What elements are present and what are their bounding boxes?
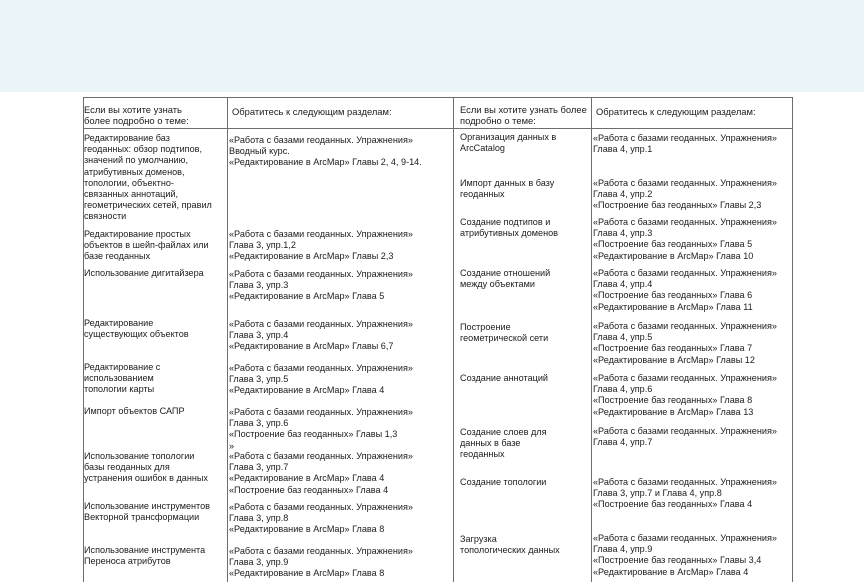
right-row-topic: Создание отношений между объектами <box>460 268 551 290</box>
right-row-refs: «Работа с базами геоданных. Упражнения» Глава 4, упр.5 «Построение баз геоданных» Глава 7 «Редактирование в ArcMap» Главы 12 <box>593 321 777 365</box>
left-row-topic: Использование топологии базы геоданных для устранения ошибок в данных <box>84 451 208 484</box>
right-row-topic: Организация данных в ArcCatalog <box>460 132 557 154</box>
table-border-right <box>792 97 793 582</box>
left-row-topic: Импорт объектов САПР <box>84 406 185 416</box>
left-row-topic: Использование инструментов Векторной трансформации <box>84 501 211 523</box>
header-right-refs: Обратитесь к следующим разделам: <box>596 106 756 117</box>
column-divider-3 <box>591 97 592 582</box>
left-row-topic: Редактирование с использованием топологии карты <box>84 362 161 395</box>
right-row-topic: Построение геометрической сети <box>460 322 549 344</box>
left-row-topic: Использование дигитайзера <box>84 268 204 278</box>
column-divider-2 <box>453 97 454 582</box>
left-row-refs: «Работа с базами геоданных. Упражнения» Глава 3, упр.9 «Редактирование в ArcMap» Глава 8 <box>229 546 413 579</box>
left-row-refs: «Работа с базами геоданных. Упражнения» Вводный курс. «Редактирование в ArcMap» Главы 2, 4, 9-14. <box>229 135 422 168</box>
right-row-refs: «Работа с базами геоданных. Упражнения» Глава 4, упр.2 «Построение баз геоданных» Главы 2,3 <box>593 178 777 211</box>
right-row-topic: Создание топологии <box>460 477 547 487</box>
header-left-topic: Если вы хотите узнать более подробно о теме: <box>84 104 189 127</box>
header-left-refs: Обратитесь к следующим разделам: <box>232 106 392 117</box>
top-color-band <box>0 0 864 92</box>
right-row-refs: «Работа с базами геоданных. Упражнения» Глава 4, упр.1 <box>593 133 777 155</box>
left-row-refs: «Работа с базами геоданных. Упражнения» Глава 3, упр.1,2 «Редактирование в ArcMap» Главы 2,3 <box>229 229 413 262</box>
left-row-refs: «Работа с базами геоданных. Упражнения» Глава 3, упр.7 «Редактирование в ArcMap» Глава 4 «Построение баз геоданных» Глава 4 <box>229 451 413 495</box>
right-row-refs: «Работа с базами геоданных. Упражнения» Глава 4, упр.7 <box>593 426 777 448</box>
right-row-topic: Создание слоев для данных в базе геоданных <box>460 427 547 460</box>
right-row-refs: «Работа с базами геоданных. Упражнения» Глава 4, упр.3 «Построение баз геоданных» Глава 5 «Редактирование в ArcMap» Глава 10 <box>593 217 777 261</box>
left-row-refs: «Работа с базами геоданных. Упражнения» Глава 3, упр.6 «Построение баз геоданных» Главы 1,3 » <box>229 407 413 451</box>
left-row-refs: «Работа с базами геоданных. Упражнения» Глава 3, упр.4 «Редактирование в ArcMap» Главы 6,7 <box>229 319 413 352</box>
left-row-topic: Редактирование простых объектов в шейп-файлах или базе геоданных <box>84 229 209 262</box>
left-row-topic: Редактирование баз геоданных: обзор подтипов, значений по умолчанию, атрибутивных доменов, топологии, объектно- связанных аннотаций, геометрических сетей, правил связности <box>84 133 212 222</box>
right-row-topic: Создание подтипов и атрибутивных доменов <box>460 217 559 239</box>
right-row-refs: «Работа с базами геоданных. Упражнения» Глава 4, упр.4 «Построение баз геоданных» Глава 6 «Редактирование в ArcMap» Глава 11 <box>593 268 777 312</box>
column-divider-1 <box>227 97 228 582</box>
right-row-refs: «Работа с базами геоданных. Упражнения» Глава 4, упр.6 «Построение баз геоданных» Глава 8 «Редактирование в ArcMap» Глава 13 <box>593 373 777 417</box>
right-row-refs: «Работа с базами геоданных. Упражнения» Глава 4, упр.9 «Построение баз геоданных» Главы 3,4 «Редактирование в ArcMap» Глава 4 <box>593 533 777 577</box>
right-row-topic: Загрузка топологических данных <box>460 534 560 556</box>
left-row-topic: Использование инструмента Переноса атрибутов <box>84 545 206 567</box>
header-separator <box>83 128 793 129</box>
right-row-topic: Создание аннотаций <box>460 373 548 383</box>
right-row-topic: Импорт данных в базу геоданных <box>460 178 555 200</box>
left-row-refs: «Работа с базами геоданных. Упражнения» Глава 3, упр.3 «Редактирование в ArcMap» Глава 5 <box>229 269 413 302</box>
left-row-refs: «Работа с базами геоданных. Упражнения» Глава 3, упр.5 «Редактирование в ArcMap» Глава 4 <box>229 363 413 396</box>
left-row-refs: «Работа с базами геоданных. Упражнения» Глава 3, упр.8 «Редактирование в ArcMap» Глава 8 <box>229 502 413 535</box>
header-right-topic: Если вы хотите узнать более подробно о теме: <box>460 104 587 127</box>
table-border-top <box>83 97 793 98</box>
left-row-topic: Редактирование существующих объектов <box>84 318 189 340</box>
right-row-refs: «Работа с базами геоданных. Упражнения» Глава 3, упр.7 и Глава 4, упр.8 «Построение баз геоданных» Глава 4 <box>593 477 777 510</box>
